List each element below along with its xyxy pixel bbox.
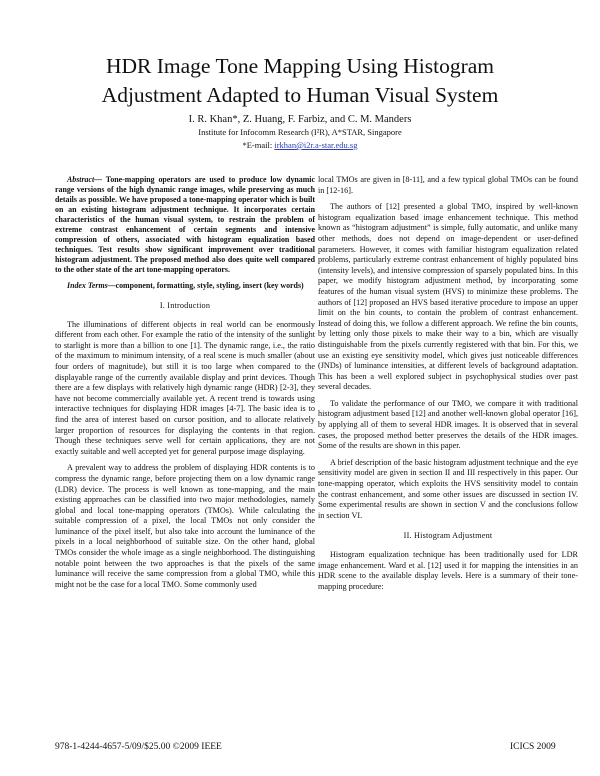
abstract — [55, 175, 315, 275]
paragraph: A brief description of the basic histogram adjustment technique and the eye sensitivity model are given in section II and III respectively in this paper. Our tone-mapping operator, which exploits the HVS sensitivity model to contain the contrast enhancement, and some other issues are discussed in section IV. Some experimental results are shown in section V and the conclusions follow in section VI. — [318, 457, 578, 520]
paragraph: To validate the performance of our TMO, we compare it with traditional histogram adjustment based [12] and another well-known global operator [16], by applying all of them to several HDR images. It is observed that in several cases, the proposed method better preserves the details of the HDR images. Some of the results are shown in this paper. — [318, 398, 578, 451]
index-terms-body: component, formatting, style, styling, insert (key words) — [115, 281, 304, 290]
author-list: I. R. Khan*, Z. Huang, F. Farbiz, and C. M. Manders — [188, 114, 412, 125]
paragraph: A prevalent way to address the problem of displaying HDR contents is to compress the dynamic range, before projecting them on a low dynamic range (LDR) device. The process is well known as tone-mapping, and the main existing approaches can be classified into two major methodologies, namely global and local tone-mapping operators (TMOs). While calculating the suitable compression of a pixel, the local TMOs not only consider the luminance of the pixel itself, but also take into account the luminance of the pixels in a local neighborhood of suitable size. On the other hand, global TMOs consider the whole image as a single neighborhood. The distinguishing notable point between the two approaches is that the pixels of the same luminance will receive the same compression from a global TMO, while this might not be the case for a local TMO. Some commonly used — [55, 463, 315, 589]
section-heading-introduction: I. Introduction — [159, 301, 211, 310]
paragraph: The authors of [12] presented a global TMO, inspired by well-known histogram equalization based image enhancement technique. This method known as “histogram adjustment” is simple, fully automatic, and unlike many other methods, does not depend on image-dependent or user-defined parameters. However, it comes with familiar histogram equalization related problems, particularly extreme contrast enhancement of highly populated bins (intensity levels), and intensive compression of sparsely populated bins. In this paper, we modify histogram adjustment method, by incorporating some features of the human visual system (HVS) to minimize these problems. The authors of [12] proposed an HVS based iterative procedure to impose an upper limit on the bin counts, to contain the problem of contrast enhancement. Instead of doing this, we follow a different approach. We refine the bin counts, by letting only those pixels to make their way to a bin, which are visually distinguishable from the pixels currently registered with that bin. For this, we use an existing eye sensitivity model, which gives just noticeable differences (JNDs) of luminance intensities, at different levels of background adaptation. This has been a well explored subject in psychophysical studies over past several decades. — [318, 202, 578, 392]
email-line — [40, 140, 560, 151]
title-line-2: Adjustment Adapted to Human Visual System — [101, 83, 499, 107]
paragraph: local TMOs are given in [8-11], and a few typical global TMOs can be found in [12-16]. — [318, 175, 578, 195]
paper-title — [40, 52, 560, 110]
paragraph: The illuminations of different objects in real world can be enormously different from each other. For example the ratio of the intensity of the sunlight to starlight is more than a billion to one [1]. The dynamic range, i.e., the ratio of the maximum to minimum intensity, of a real scene is much smaller (about four orders of magnitude), but still it is too large when compared to the displayable range of the currently available display and print devices. Though there are a few displays with relatively high dynamic range (HDR) [2-3], they have not become commercially available yet. A recent trend is towards using interactive techniques for displaying HDR images [4-7]. The basic idea is to find the area of interest based on cursor position, and to allocate relatively larger proportion of resources for displaying the contents in that region. Though these techniques serve well for certain applications, they are not exactly suitable and well accepted yet for general purpose image displaying. — [55, 319, 315, 456]
affiliation: Institute for Infocomm Research (I²R), A*STAR, Singapore — [198, 127, 402, 137]
section-heading-histogram-adjustment: II. Histogram Adjustment — [403, 531, 493, 541]
left-column — [55, 175, 315, 596]
email-link[interactable]: irkhan@i2r.a-star.edu.sg — [274, 140, 358, 150]
conference-footer: ICICS 2009 — [510, 742, 556, 752]
copyright-footer: 978-1-4244-4657-5/09/$25.00 ©2009 IEEE — [55, 742, 222, 752]
abstract-body: Tone-mapping operators are used to produce low dynamic range versions of the high dynamic range images, while preserving as much details as possible. We have proposed a tone-mapping operator which is built on an existing histogram adjustment technique. It incorporates certain characteristics of the human visual system, to restrain the problem of extreme contrast enhancement of certain segments and intensive compression of others, associated with histogram equalization based techniques. Test results show significant improvement over traditional histogram adjustment. The proposed method also does quite well compared to the other state of the art tone-mapping operators. — [55, 175, 315, 274]
title-line-1: HDR Image Tone Mapping Using Histogram — [105, 54, 495, 78]
paragraph: Histogram equalization technique has been traditionally used for LDR image enhancement. Ward et al. [12] used it for mapping the intensities in an HDR scene to the available display levels. Here is a summary of their tone-mapping procedure: — [318, 550, 578, 591]
index-terms — [55, 281, 315, 291]
index-terms-lead: Index Terms— — [67, 281, 116, 290]
right-column — [318, 175, 578, 598]
abstract-lead: Abstract— — [67, 175, 103, 184]
email-label: *E-mail: — [242, 140, 275, 150]
